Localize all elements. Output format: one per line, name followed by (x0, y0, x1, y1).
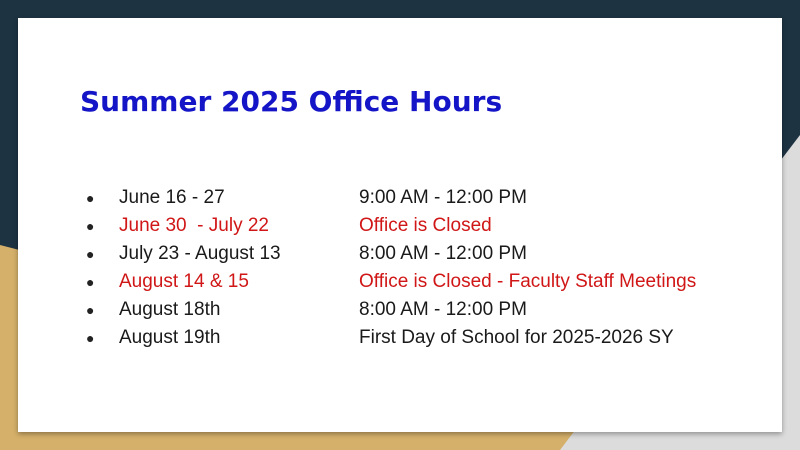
bullet-icon: ● (86, 302, 95, 318)
schedule-dates: June 16 - 27 (119, 187, 225, 208)
schedule-dates: August 19th (119, 327, 221, 348)
schedule-dates: August 18th (119, 299, 221, 320)
bullet-icon: ● (86, 190, 95, 206)
schedule-hours: Office is Closed - Faculty Staff Meetings (359, 271, 697, 292)
schedule-hours: 9:00 AM - 12:00 PM (359, 187, 527, 208)
schedule-dates: July 23 - August 13 (119, 243, 281, 264)
slide-title: Summer 2025 Office Hours (80, 85, 503, 118)
bullet-icon: ● (86, 330, 95, 346)
schedule-hours: 8:00 AM - 12:00 PM (359, 243, 527, 264)
slide-card (18, 18, 782, 432)
bullet-icon: ● (86, 274, 95, 290)
schedule-hours: Office is Closed (359, 215, 492, 236)
schedule-dates: August 14 & 15 (119, 271, 249, 292)
bullet-icon: ● (86, 246, 95, 262)
schedule-dates: June 30 - July 22 (119, 215, 269, 236)
schedule-hours: 8:00 AM - 12:00 PM (359, 299, 527, 320)
bullet-icon: ● (86, 218, 95, 234)
schedule-hours: First Day of School for 2025-2026 SY (359, 327, 674, 348)
